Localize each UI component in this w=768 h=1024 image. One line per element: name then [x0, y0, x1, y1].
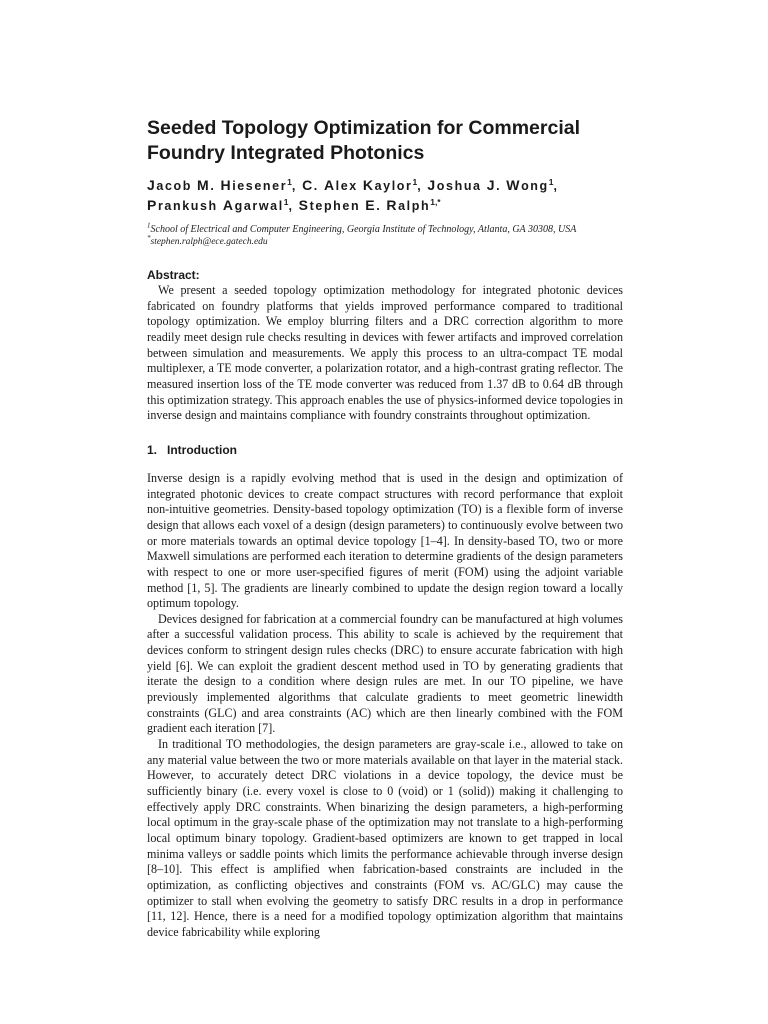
author-separator: ,	[417, 179, 428, 193]
abstract-text: We present a seeded topology optimization methodology for integrated photonic devices fabricated on foundry platforms that yields improved performance compared to traditional topology optimization. We employ blurring filters and a DRC correction algorithm to more readily meet design rule checks resulting in devices with fewer artifacts and improved correlation between simulation and measurements. We apply this process to an ultra-compact TE modal multiplexer, a TE mode converter, a polarization rotator, and a high-contrast grating reflector. The measured insertion loss of the TE mode converter was reduced from 1.37 dB to 0.64 dB through this optimization strategy. This approach enables the use of physics-informed device topologies in inverse design and maintains compliance with foundry constraints throughout optimization.	[147, 283, 623, 423]
author-name-part: P	[147, 197, 158, 213]
author-name-part: alph	[398, 199, 431, 213]
corresponding-email[interactable]	[147, 233, 623, 248]
section-title: Introduction	[167, 442, 237, 457]
author-name-part: iesener	[232, 179, 288, 193]
intro-paragraph-2: Devices designed for fabrication at a commercial foundry can be manufactured at high volumes after a successful validation process. This ability to scale is achieved by the requirement that devices conform to stringent design rules checks (DRC) to ensure accurate fabrication with high yield [6]. We can exploit the gradient descent method used in TO by generating gradients that iterate the design to a condition where design rules are met. In our TO pipeline, we have previously implemented algorithms that calculate gradients to meet geometric linewidth constraints (GLC) and area constraints (AC) which are then linearly combined with the FOM gradient each iteration [7].	[147, 611, 623, 736]
abstract-heading: Abstract:	[147, 268, 200, 282]
author-name-part: J	[486, 177, 497, 193]
author-affiliation-mark: 1	[283, 196, 289, 207]
author-name-part: H	[220, 177, 233, 193]
author-name-part: J	[147, 177, 157, 193]
author-name-part: J	[427, 177, 437, 193]
author-list	[147, 176, 623, 216]
author-name-part: acob	[156, 179, 198, 193]
author-name-part: oshua	[436, 179, 487, 193]
author-name-part: .	[313, 179, 324, 193]
introduction-body	[147, 471, 623, 941]
author-name-part: rankush	[157, 199, 223, 213]
author-name-part: lex	[335, 179, 363, 193]
author-name-part: E	[365, 197, 377, 213]
paper-content	[147, 116, 623, 941]
author-name-part: ong	[521, 179, 549, 193]
author-affiliation-mark: 1	[548, 176, 554, 187]
intro-paragraph-1: Inverse design is a rapidly evolving method that is used in the design and optimization of integrated photonic devices to create compact structures with record performance that exploit non-intuitive geometries. Density-based topology optimization (TO) is a flexible form of inverse design that allows each voxel of a design (design parameters) to continuously evolve between two or more materials towards an optimal device topology [1–4]. In density-based TO, two or more Maxwell simulations are performed each iteration to determine gradients of the design parameters with respect to one or more user-specified figures of merit (FOM) using the adjoint variable method [1, 5]. The gradients are linearly combined to update the design region toward a locally optimum topology.	[147, 470, 623, 611]
section-heading-introduction	[147, 443, 623, 458]
author-name-part: A	[323, 177, 336, 193]
author-separator: ,	[291, 179, 303, 193]
author-name-part: tephen	[309, 199, 366, 213]
author-name-part: A	[222, 197, 235, 213]
author-name-part: .	[376, 199, 387, 213]
author-name	[427, 176, 559, 193]
email-mark: *	[147, 233, 151, 242]
affiliation	[147, 223, 623, 236]
author-affiliation-mark: 1	[412, 176, 418, 187]
author-separator: ,	[553, 179, 559, 193]
author-name	[302, 176, 428, 193]
author-name-part: garwal	[234, 199, 284, 213]
author-separator: ,	[288, 199, 299, 213]
affiliation-mark: 1	[147, 221, 151, 230]
author-affiliation-mark: 1	[287, 176, 292, 187]
author-name	[147, 196, 299, 213]
author-name	[147, 176, 303, 193]
section-number: 1.	[147, 442, 158, 457]
author-name-part: C	[302, 177, 314, 193]
affiliation-text: School of Electrical and Computer Engineering, Georgia Institute of Technology, Atlanta, GA 30308, USA	[150, 224, 577, 235]
author-affiliation-mark: 1,*	[430, 196, 441, 207]
author-name	[298, 196, 441, 213]
author-name-part: M	[197, 177, 211, 193]
author-name-part: R	[386, 197, 399, 213]
author-name-part: .	[496, 179, 507, 193]
author-name-part: .	[210, 179, 221, 193]
paper-title: Seeded Topology Optimization for Commercial Foundry Integrated Photonics	[147, 117, 581, 164]
author-name-part: W	[506, 177, 522, 193]
abstract	[147, 283, 623, 424]
author-name-part: K	[362, 177, 375, 193]
author-name-part: S	[298, 197, 310, 213]
intro-paragraph-3: In traditional TO methodologies, the design parameters are gray-scale i.e., allowed to take on any material value between the two or more materials available on that layer in the material stack. However, to accurately detect DRC violations in a device topology, the device must be sufficiently binary (i.e. every voxel is close to 0 (void) or 1 (solid)) making it challenging to effectively apply DRC constraints. When binarizing the design parameters, a high-performing local optimum in the gray-scale phase of the optimization may not translate to a high-performing local optimum binary topology. Gradient-based optimizers are known to get trapped in local minima valleys or saddle points which limits the performance achievable through inverse design [8–10]. This effect is amplified when fabrication-based constraints are included in the optimization, as conflicting objectives and constraints (FOM vs. AC/GLC) may cause the optimizer to stall when evolving the geometry to satisfy DRC results in a drop in performance [11, 12]. Hence, there is a need for a modified topology optimization algorithm that maintains device fabricability while exploring	[147, 737, 623, 939]
author-name-part: aylor	[374, 179, 413, 193]
email-text[interactable]: stephen.ralph@ece.gatech.edu	[150, 237, 268, 247]
